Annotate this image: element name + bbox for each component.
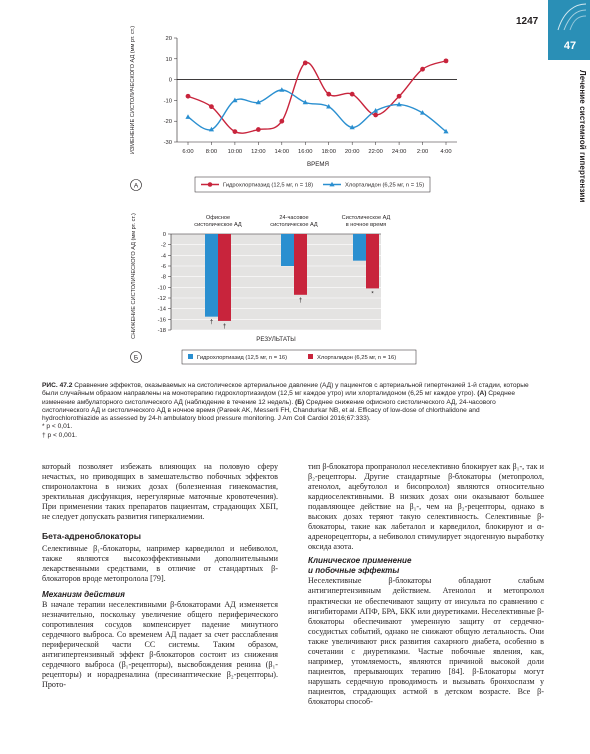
chart-a-point-red bbox=[444, 58, 449, 63]
running-title: Лечение системной гипертензии bbox=[578, 70, 587, 203]
chart-a-xtick-label: 2:00 bbox=[416, 149, 429, 155]
caption-footnote-2: † p < 0,001. bbox=[42, 431, 78, 439]
heading-mechanism: Механизм действия bbox=[42, 589, 125, 599]
chart-a-ytick-label: 0 bbox=[168, 77, 172, 84]
chart-a-series-red-line bbox=[188, 61, 446, 133]
chart-b-legend-blue-swatch bbox=[188, 354, 193, 359]
chart-b-ytick-label: -4 bbox=[160, 253, 166, 260]
chart-b-significance-mark: † bbox=[222, 322, 227, 330]
chart-a-xtick-label: 8:00 bbox=[205, 149, 218, 155]
chart-a-xtick-label: 12:00 bbox=[251, 149, 266, 155]
chart-a-point-red bbox=[186, 94, 191, 99]
chart-b-bar-blue bbox=[205, 234, 218, 317]
chart-a-legend-blue-label: Хлорталидон (6,25 мг, n = 15) bbox=[345, 182, 425, 189]
chart-b-ytick-label: -14 bbox=[157, 306, 166, 313]
chart-a-point-red bbox=[233, 129, 238, 134]
chart-b-bar-blue bbox=[353, 234, 366, 261]
chart-b-ytick-label: -2 bbox=[160, 242, 166, 249]
chart-a-ytick-label: -20 bbox=[163, 119, 172, 126]
chart-a-ytick-label: -30 bbox=[163, 140, 172, 146]
chart-b-panel-label: Б bbox=[133, 354, 139, 362]
chart-b-ytick-label: -10 bbox=[157, 285, 166, 292]
caption-text-2: Среднее изменение амбулаторного систолического АД (наблюдение в течение 12 недель). bbox=[42, 390, 516, 406]
chapter-tab-decoration bbox=[554, 2, 588, 32]
chart-b-ytick-label: -8 bbox=[160, 274, 166, 281]
chart-b-plot-area bbox=[171, 234, 381, 330]
chart-b-significance-mark: * bbox=[371, 290, 374, 298]
caption-footnote-1: * p < 0,01. bbox=[42, 423, 73, 431]
right-column bbox=[308, 462, 544, 707]
heading-clinical-use: Клиническое применение bbox=[308, 556, 412, 566]
left-paragraph-2: Селективные β₁-блокаторы, например карведилол и небиволол, также являются высокоэффективными дополнительными лекарственными средствами, в отличие от стандартных β-блокаторов вроде метопролола [79]. bbox=[42, 544, 278, 584]
chart-b-group-label: систолическое АД bbox=[270, 222, 318, 228]
chart-a-point-red bbox=[420, 67, 425, 72]
chart-a-xtick-label: 16:00 bbox=[298, 149, 313, 155]
chart-a-point-red bbox=[326, 92, 331, 97]
chart-a-legend-red-label: Гидрохлортиазид (12,5 мг, n = 18) bbox=[223, 182, 314, 189]
heading-beta-blockers: Бета-адреноблокаторы bbox=[42, 531, 142, 542]
chart-a-xtick-label: 24:00 bbox=[391, 149, 407, 155]
caption-label: РИС. 47.2 bbox=[42, 382, 73, 389]
chart-a-panel-label: А bbox=[133, 182, 139, 190]
chart-a bbox=[130, 24, 480, 204]
caption-text-1: Сравнение эффектов, оказываемых на систолическое артериальное давление (АД) у пациентов с артериальной гипертензией 1-й стадии, которые были случайным образом направлены на монотерапию гидрохлортиазидом (12,5 мг каждое утро) или хлорталидоном (6,25 мг каждое утро). bbox=[42, 382, 529, 398]
right-paragraph-2: Неселективные β-блокаторы обладают слабым антигипертензивным действием. Атенолол и метопролол практически не обеспечивают защиту от инсульта по сравнению с ингибиторами АПФ, БРА, БКК или диуретиками. Неселективные β-блокаторы обеспечивают умеренную защиту от сердечно-сосудистых событий, однако не снижают общую летальность. Они также увеличивают риск развития сахарного диабета, особенно в сочетании с диуретиками. Частые побочные явления, как, например, утомляемость, являются причиной высокой доли пациентов, прерывающих терапию [84]. β-Блокаторы могут нарушать сердечную проводимость и вызывать бронхоспазм у пациентов, страдающих астмой в детском возрасте. Все β-блокаторы способ- bbox=[308, 576, 544, 706]
chart-b-group-label: Офисное bbox=[205, 215, 231, 221]
chart-b-group-label: в ночное время bbox=[345, 222, 387, 228]
chart-b bbox=[130, 210, 480, 375]
caption-bold-a: (А) bbox=[477, 390, 487, 398]
right-paragraph-1: тип β-блокатора пропранолол неселективно блокирует как β₁-, так и β₂-рецепторы. Другие стандартные β-блокаторы (метопролол, атенолол, ацебутолол и бисопролол) являются относительно кардиоселективными. В низких дозах они оказывают большее подавляющее действие на β₁-, чем на β₂-рецепторы, однако в высоких дозах теряют такую селективность. Селективные β-блокаторы, такие как лабеталол и карведилол, блокируют и α-адренорецепторы, а небиволол стимулирует эндогенную выработку оксида азота. bbox=[308, 462, 544, 552]
chart-b-legend-red-swatch bbox=[308, 354, 313, 359]
chart-b-group-label: 24-часовое bbox=[279, 215, 309, 221]
chart-b-significance-mark: † bbox=[209, 318, 214, 326]
chart-b-group-label: Систолическое АД bbox=[341, 215, 391, 221]
chart-a-xtick-label: 14:00 bbox=[274, 149, 290, 155]
caption-bold-b: (Б) bbox=[295, 398, 305, 406]
chart-a-series-blue-line bbox=[188, 90, 446, 132]
chart-a-point-red bbox=[279, 119, 284, 124]
chart-a-xtick-label: 22:00 bbox=[368, 149, 383, 155]
chart-a-legend-red-marker bbox=[208, 182, 213, 187]
chart-a-xtick-label: 18:00 bbox=[321, 149, 336, 155]
chart-a-ylabel: ИЗМЕНЕНИЕ СИСТОЛИЧЕСКОГО АД (мм рт. ст.) bbox=[130, 25, 136, 155]
chart-b-ytick-label: -16 bbox=[157, 317, 166, 324]
chart-b-ytick-label: 0 bbox=[162, 232, 166, 238]
chart-a-point-blue bbox=[279, 87, 284, 92]
left-paragraph-3: В начале терапии неселективными β-блокаторами АД изменяется незначительно, поскольку увеличение общего периферического сопротивления сосудов компенсирует падение минутного сердечного выброса. Со временем АД падает за счет расслабления периферической части СС системы. Таким образом, антигипертензивный эффект β-блокаторов состоит из снижения сердечного выброса (β₁-рецепторы), высвобождения ренина (β₁-рецепторы) и норадреналина (пресинаптические β₂-рецепторы). Прото- bbox=[42, 599, 278, 689]
chart-a-xlabel: ВРЕМЯ bbox=[306, 161, 330, 168]
figure-caption bbox=[42, 382, 538, 440]
chart-b-bar-red bbox=[294, 234, 307, 295]
chart-a-point-red bbox=[303, 61, 308, 66]
chart-b-significance-mark: † bbox=[298, 296, 303, 304]
chart-b-bar-red bbox=[218, 234, 231, 321]
chart-b-ylabel: СНИЖЕНИЕ СИСТОЛИЧЕСКОГО АД (мм рт. ст.) bbox=[131, 213, 137, 339]
chart-a-xtick-label: 20:00 bbox=[344, 149, 360, 155]
page-number: 1247 bbox=[516, 16, 539, 27]
chart-a-point-red bbox=[256, 127, 261, 132]
chart-a-xtick-label: 10:00 bbox=[227, 149, 243, 155]
chart-b-ytick-label: -6 bbox=[160, 264, 166, 270]
chart-a-point-blue bbox=[185, 114, 190, 119]
chart-b-legend-red-label: Хлорталидон (6,25 мг, n = 16) bbox=[317, 355, 397, 361]
chart-a-point-red bbox=[373, 113, 378, 118]
left-paragraph-1: который позволяет избежать влияющих на половую сферу нечастых, но приводящих в замешательство побочных эффектов спиронолактона в низких дозах (болезненная гинекомастия, эректильная дисфункция, нерегулярные маточные кровотечения). При применении таких препаратов пациентам, страдающих ХБП, не следует допускать развития гиперкалиемии. bbox=[42, 462, 278, 522]
chart-a-ytick-label: 20 bbox=[165, 36, 172, 42]
chart-b-xlabel: РЕЗУЛЬТАТЫ bbox=[256, 336, 296, 343]
chapter-number: 47 bbox=[563, 40, 577, 52]
chart-a-point-red bbox=[350, 92, 355, 97]
chart-a-xtick-label: 4:00 bbox=[440, 149, 452, 155]
chart-b-ytick-label: -12 bbox=[157, 296, 166, 302]
chart-b-group-label: систолическое АД bbox=[194, 222, 242, 228]
caption-text-3: Среднее снижение офисного систолического АД, 24-часового систолического АД и систолического АД в ночное время (Pareek AK, Messerli FH, Chandurkar NB, et al. Efficacy of low-dose of chlorthalidone and hydrochlorothiazide as assessed by 24-h ambulatory blood pressure monitoring. J Am Coll Cardiol 2016;67:333). bbox=[42, 398, 496, 423]
chart-b-bar-blue bbox=[281, 234, 294, 266]
chart-a-point-red bbox=[397, 94, 402, 99]
left-column bbox=[42, 462, 278, 690]
chart-a-ytick-label: 10 bbox=[165, 56, 172, 63]
chart-b-bar-red bbox=[366, 234, 379, 288]
chart-a-xtick-label: 6:00 bbox=[182, 149, 194, 155]
chart-b-ytick-label: -18 bbox=[157, 328, 166, 334]
chart-a-point-red bbox=[209, 104, 214, 109]
chart-b-legend-blue-label: Гидрохлортиазид (12,5 мг, n = 16) bbox=[197, 355, 288, 361]
chart-a-ytick-label: -10 bbox=[163, 98, 172, 105]
heading-side-effects: и побочные эффекты bbox=[308, 566, 400, 576]
